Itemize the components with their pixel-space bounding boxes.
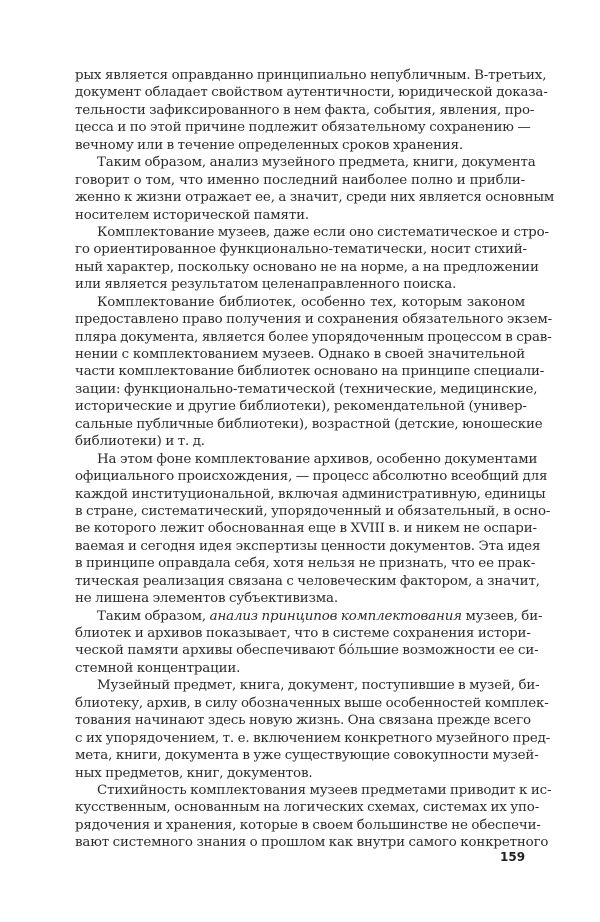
text-line: части комплектование библиотек основано на принципе специали- [75, 364, 545, 380]
text-line: вечному или в течение определенных сроков хранения. [75, 137, 464, 153]
text-line: мета, книги, документа в уже существующие совокупности музей- [75, 748, 539, 764]
text-line: документ обладает свойством аутентичности, юридической доказа- [75, 85, 548, 101]
text-line: На этом фоне комплектование архивов, особенно документами [97, 451, 538, 467]
text-line: рядочения и хранения, которые в своем большинстве не обеспечи- [75, 817, 541, 833]
text-line: женно к жизни отражает ее, а значит, среди них является основным [75, 190, 555, 206]
text-line: рых является оправданно принципиально непубличным. В-третьих, [75, 68, 547, 83]
page-body [75, 67, 555, 852]
text-line: кусственным, основанным на логических схемах, системах их упо- [75, 800, 540, 816]
text-line: не лишена элементов субъективизма. [75, 591, 338, 607]
text-line: Стихийность комплектования музеев предметами приводит к ис- [97, 782, 552, 798]
text-line: Комплектование библиотек, особенно тех, которым законом [97, 294, 525, 310]
text-line: тельности зафиксированного в нем факта, события, явления, про- [75, 102, 535, 118]
text-line: исторические и другие библиотеки), рекомендательной (универ- [75, 399, 527, 415]
text-line: нении с комплектованием музеев. Однако в своей значительной [75, 347, 525, 362]
text-line: библиотеки) и т. д. [75, 434, 205, 450]
text-line: Таким образом, анализ музейного предмета, книги, документа [97, 155, 536, 171]
paragraph [75, 154, 555, 224]
paragraph [75, 608, 543, 678]
text-line: в принципе оправдала себя, хотя нельзя не признать, что ее прак- [75, 556, 536, 572]
text-line: тическая реализация связана с человеческим фактором, а значит, [75, 573, 540, 589]
text-line: Музейный предмет, книга, документ, поступившие в музей, би- [97, 678, 540, 694]
text-line: го ориентированное функционально-тематически, носит стихий- [75, 242, 527, 258]
text-line: тования начинают здесь новую жизнь. Она связана прежде всего [75, 713, 531, 729]
text-line: стемной концентрации. [75, 660, 241, 676]
text-line: цесса и по этой причине подлежит обязательному сохранению — [75, 120, 531, 136]
text-line: Комплектование музеев, даже если оно систематическое и стро- [97, 224, 549, 240]
text-line: ве которого лежит обоснованная еще в XVIII в. и никем не оспари- [75, 521, 537, 537]
text-line: или является результатом целенаправленного поиска. [75, 277, 457, 293]
text-line: предоставлено право получения и сохранения обязательного экзем- [75, 312, 553, 328]
text-line: говорит о том, что именно последний наиболее полно и прибли- [75, 172, 525, 188]
text-line: в стране, систематический, упорядоченный и обязательный, в осно- [75, 503, 551, 519]
paragraph [75, 782, 552, 852]
text-line: официального происхождения, — процесс абсолютно всеобщий для [75, 469, 548, 485]
text-line: блиотеку, архив, в силу обозначенных выше особенностей комплек- [75, 695, 549, 711]
text-line: ческой памяти архивы обеспечивают бóльшие возможности ее си- [75, 643, 539, 659]
text-line: носителем исторической памяти. [75, 207, 309, 223]
text-line: ных предметов, книг, документов. [75, 765, 313, 781]
paragraph [75, 224, 549, 294]
text-run: Таким образом, [97, 608, 210, 624]
emphasis-text: анализ принципов комплектования [209, 608, 462, 624]
paragraph [75, 677, 551, 782]
text-line: вают системного знания о прошлом как внутри самого конкретного [75, 835, 549, 851]
paragraph [75, 451, 551, 608]
text-line [75, 608, 543, 625]
text-line: сальные публичные библиотеки), возрастной (детские, юношеские [75, 416, 543, 432]
paragraph [75, 67, 548, 154]
text-line: каждой институциональной, включая административную, единицы [75, 486, 546, 502]
paragraph [75, 294, 553, 451]
text-line: пляра документа, является более упорядоченным процессом в срав- [75, 329, 552, 345]
text-line: ваемая и сегодня идея экспертизы ценности документов. Эта идея [75, 538, 541, 554]
text-line: ный характер, поскольку основано не на норме, а на предложении [75, 259, 539, 275]
text-line: с их упорядочением, т. е. включением конкретного музейного пред- [75, 730, 551, 746]
text-run: музеев, би- [461, 608, 543, 624]
text-line: зации: функционально-тематической (технические, медицинские, [75, 381, 538, 397]
text-line: блиотек и архивов показывает, что в системе сохранения истори- [75, 626, 531, 641]
page-number: 159 [500, 850, 526, 864]
